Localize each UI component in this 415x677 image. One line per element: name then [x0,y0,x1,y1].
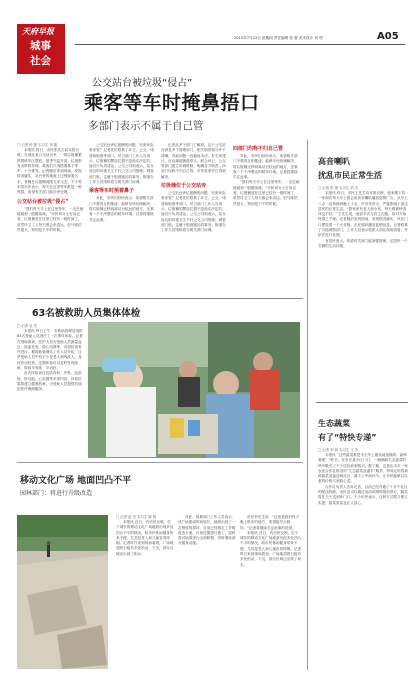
story2-paragraph-2: 此次体检项目包括内科、外科、血常规、肝功能、心电图等多项内容，体检结果将建立健康档案，为受助人员提供后续的医疗保障服务。 [17,371,82,392]
right-top-paragraph-2: 有居民表示，希望有关部门能加强管理，还居民一个安静的生活环境。 [318,238,408,248]
lead-paragraph-1: 本报讯 昨日，市民张先生向本报反映，在城北某公交站台旁，一排垃圾桶紧挨着候车区摆放，夏季气温升高，垃圾散发出阵阵异味，乘客们只得捂着鼻子等车，十分难受。记者随后来到现场，发现情况属实，站台旁的地面上还残留着污水，苍蝇在垃圾桶周围飞来飞去。不少等车的市民表示，每天在这里等车都是一种煎熬，希望有关部门能尽快处理。 [17,148,82,195]
masthead-rule [75,44,405,45]
lead-column-1 [17,143,85,293]
lead-paragraph-4: 对此，市民们纷纷表示，希望相关部门不要再互相推诿，能够尽快协调解决，将垃圾桶迁移到离站台较远的地方，还乘客一个干净整洁的候车环境。记者将继续关注此事。 [89,196,154,222]
story3-column-2 [178,515,236,669]
lead-subtitle-4: 四部门均称不归自己管 [233,146,284,152]
health-check-photo [88,322,300,458]
lead-paragraph-8: “我们每天早上在这里等车，一走近就能闻到一股酸臭味。”市民刘女士告诉记者，垃圾桶放在这里已经有一段时间了，虽然环卫工人每天都会来清运，但气味依然很大，特别是下午的时候。 [233,180,300,206]
right-bottom-paragraph-2: 合作社负责人告诉记者，目前已经开通了十多个社区的配送线路，市民也可以通过电话或网络提前预订，蔬菜将在当天送到家门口。不少市民表示，这种方式既方便又实惠，蔬菜质量也让人放心。 [318,484,408,505]
newspaper-logo: 天府早报 [22,27,54,36]
story2-top-rule [17,298,303,299]
story2-paragraph-1: 本报讯 昨日上午，市救助管理站组织63名受助人员进行了一次集体体检。记者在现场看到，医护人员为受助人员测量血压、抽血化验、做心电图等，各项检查有序进行。据救助管理站工作人员介绍，这些受助人员中有不少是老人和残疾人，身体状况较差，定期体检可以及时发现疾病，做到早发现、早治疗。 [17,329,83,371]
story3-paragraph-1: 本报讯 近日，有市民反映，位于城东的移动文化广场地面出现多处凹凸不平的情况，给市民休闲健身带来不便，尤其是老人和儿童容易摔倒。记者昨日来到现场看到，广场地面的石板有多处松动、下沉，部分区域还出现了积水。 [116,520,174,556]
lead-subtitle-3: 垃圾桶位于公交站旁 [161,183,207,190]
lead-subtitle-1: 公交站台被垃圾“侵占” [17,198,69,205]
story3-paragraph-4: 本报讯 近日，有市民反映，位于城东的移动文化广场地面出现多处凹凸不平的情况，给市民休闲健身带来不便，尤其是老人和儿童容易摔倒。记者昨日来到现场看到，广场地面的石板有多处松动、下沉，部分区域还出现了积水。 [240,530,302,567]
right-bottom-paragraph-1: 本报讯 “这些蔬菜都是今天早上刚从地里摘的，新鲜着呢！”昨日，在市区某小区门口，一辆满载生态蔬菜的货车吸引了不少居民前来购买。据了解，这是由本市一家农业合作社推出的“生态蔬菜直通车”服务，每周定时将新鲜蔬菜直接送到社区，减少了中间环节，让市民能够以实惠的价格买到放心菜。 [318,453,408,484]
right-bottom-headline-1: 生态蔬菜 [318,419,350,428]
right-bottom-byline: □ 记者 李 明 实习生 王 芳 [318,448,359,452]
right-top-paragraph-1: 本报讯 昨日，市民王先生向本报反映，他家楼下的一家商店每天早上都会用高音喇叭播放促销广告，从早上八点一直持续到晚上十点，声音非常大，严重影响了周边居民的正常生活。“我家里有老人和小孩，每天都被吵得休息不好。”王先生说，他曾多次与店主沟通，但对方始终置之不理。记者随后来到现场，发现情况属实，该店门口摆放着一个大音箱，正在循环播放促销信息。记者联系了当地城管部门，工作人员表示将派人前往现场查看，并依法进行处理。 [318,191,408,238]
culture-square-photo-art [17,515,108,669]
right-bottom-headline-2: 有了“特快专递” [318,433,377,442]
date-line: 2015年7月23日 星期四 责任编辑 张 蕾 美术设计 刘 珺 [234,36,323,40]
column-divider [307,140,308,670]
lead-subtitle-2: 乘客等车时捂着鼻子 [89,188,135,195]
lead-byline: □ 记者 钟 蕾 实习生 李 璇 [17,143,58,147]
section-title-line1: 城事 [30,40,51,52]
section-title-line2: 社会 [30,55,51,67]
right-bottom-body [318,448,408,670]
lead-paragraph-6: 公交站台旁垃圾桶的问题，究竟该由谁来管？记者先后联系了环卫、公交、城管和街道等部门。环卫部门工作人员表示，垃圾桶的摆放位置不是他们决定的，他们只负责清运；公交公司则表示，站台周边的环境卫生不归公交公司管理；城管部门称，这属于街道辖区的事务；街道办工作人员则称将与相关部门协调。 [161,191,226,233]
story2-byline: □ 记者 吴 雪 [17,324,37,328]
story2-headline: 63名被救助人员集体体检 [32,308,141,319]
culture-square-photo [17,515,108,669]
right-top-headline-2: 扰乱市民正常生活 [318,171,382,180]
lead-column-4 [233,143,301,293]
lead-column-2 [89,143,157,293]
lead-paragraph-7: 对此，市民们纷纷表示，希望相关部门不要再互相推诿，能够尽快协调解决，将垃圾桶迁移到离站台较远的地方，还乘客一个干净整洁的候车环境。记者将继续关注此事。 [233,154,298,180]
lead-paragraph-5: 记者从多个部门了解到，由于公交站台涉及多个管理部门，相关职责划分并不清晰，导致问题一直悬而未决。有专家建议，应由属地街道牵头，联合环卫、公交等部门建立协调机制，明确各方职责。四部门均称不归自己管，市民希望早日得到解决。 [161,143,226,179]
right-top-byline: □ 记者 张 蕾 实习生 刘 杰 [318,186,359,190]
story3-paragraph-3: 市民李先生说：“这里是我们每天晚上散步的地方，希望能早点修好。”记者将继续关注此事的进展。 [240,515,300,530]
lead-column-3 [161,143,229,293]
story2-bottom-rule [17,462,303,463]
masthead [0,0,415,75]
page-number: A05 [377,31,399,42]
story3-column-1 [116,515,174,669]
lead-paragraph-3: 公交站台旁垃圾桶的问题，究竟该由谁来管？记者先后联系了环卫、公交、城管和街道等部门。环卫部门工作人员表示，垃圾桶的摆放位置不是他们决定的，他们只负责清运；公交公司则表示，站台周边的环境卫生不归公交公司管理；城管部门称，这属于街道辖区的事务；街道办工作人员则称将与相关部门协调。 [89,143,154,185]
story3-paragraph-2: 对此，园林部门工作人员表示，该广场建成时间较长，地面出现了一定程度的损坏，目前已经制定了升级改造方案，计划近期进行施工，届时将对地面进行全面修整，同时增设部分健身设施。 [178,515,236,546]
lead-headline: 乘客等车时掩鼻捂口 [84,92,260,114]
lead-kicker: 公交站台被垃圾“侵占” [92,78,193,89]
story3-byline: □ 记者 赵 亮 实习生 陈 晨 [116,515,157,519]
right-top-headline-1: 高音喇叭 [318,157,350,166]
health-check-photo-art [88,322,300,458]
lead-paragraph-2: “我们每天早上在这里等车，一走近就能闻到一股酸臭味。”市民刘女士告诉记者，垃圾桶放在这里已经有一段时间了，虽然环卫工人每天都会来清运，但气味依然很大，特别是下午的时候。 [17,206,84,232]
story3-headline: 移动文化广场 地面凹凸不平 [20,476,132,486]
story3-subhead: 园林部门：将进行升级改造 [20,490,93,497]
right-divider [316,402,408,403]
right-top-body [318,186,408,378]
story2-body [17,324,83,459]
lead-subhead: 多部门表示不属于自己管 [88,120,204,132]
story3-column-3 [240,515,302,669]
